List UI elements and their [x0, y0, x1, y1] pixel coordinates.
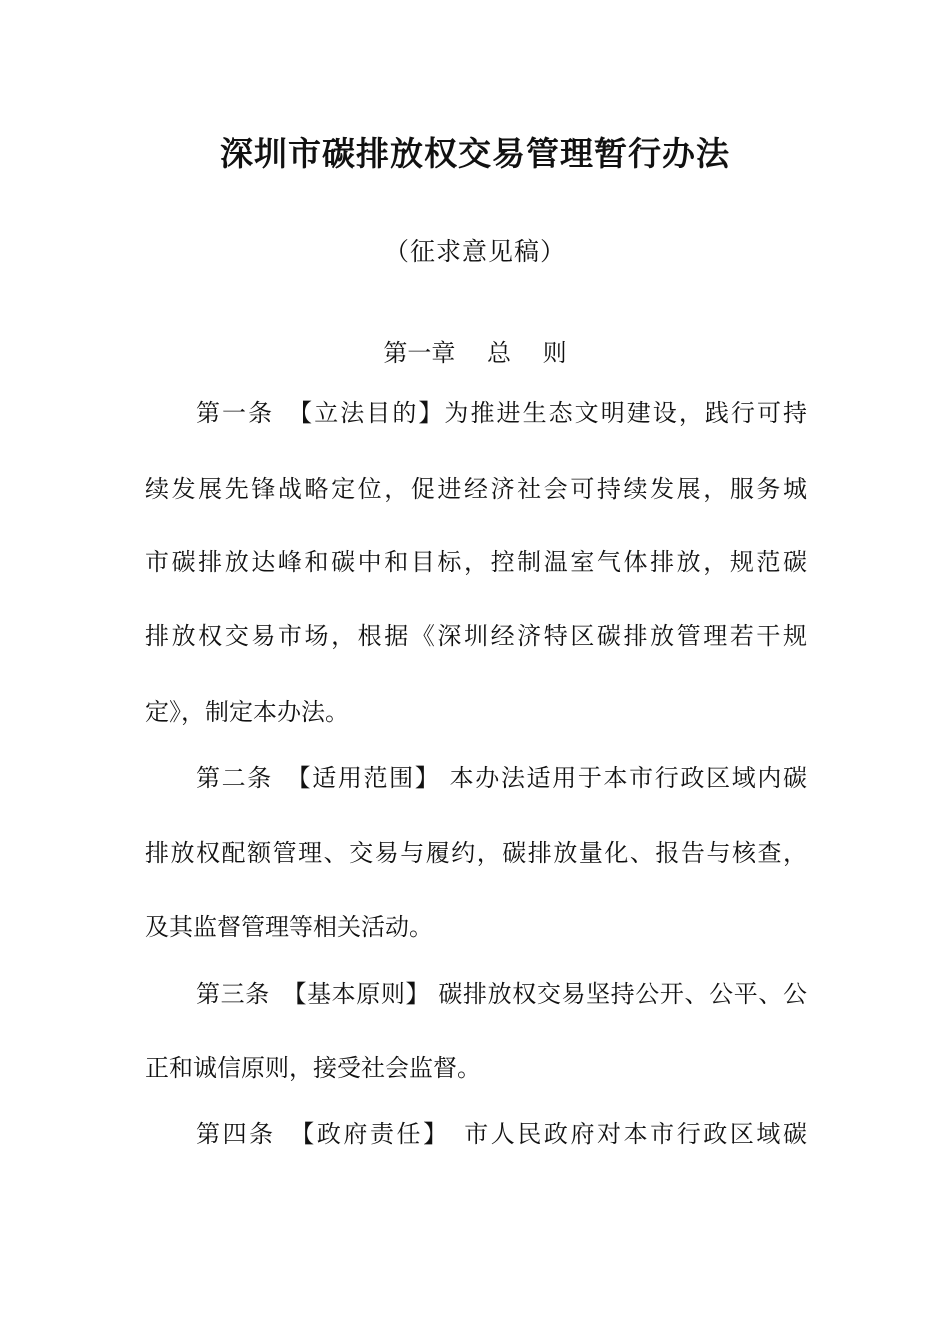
article-4-line-1: 第四条 【政府责任】 市人民政府对本市行政区域碳 [196, 1120, 807, 1148]
article-1-line-5: 定》，制定本办法。 [145, 698, 349, 726]
article-2-line-2: 排放权配额管理、交易与履约，碳排放量化、报告与核查， [145, 839, 807, 867]
document-title: 深圳市碳排放权交易管理暂行办法 [220, 134, 730, 173]
article-3-line-1: 第三条 【基本原则】 碳排放权交易坚持公开、公平、公 [196, 980, 807, 1008]
document-subtitle: （征求意见稿） [383, 237, 566, 266]
article-2-line-1: 第二条 【适用范围】 本办法适用于本市行政区域内碳 [196, 764, 807, 792]
article-1-line-3: 市碳排放达峰和碳中和目标，控制温室气体排放，规范碳 [145, 548, 807, 576]
article-2-line-3: 及其监督管理等相关活动。 [145, 913, 433, 941]
article-3-line-2: 正和诚信原则，接受社会监督。 [145, 1054, 481, 1082]
article-1-line-4: 排放权交易市场，根据《深圳经济特区碳排放管理若干规 [145, 622, 807, 650]
chapter-heading: 第一章 总 则 [383, 339, 567, 367]
article-1-line-2: 续发展先锋战略定位，促进经济社会可持续发展，服务城 [145, 475, 807, 503]
article-1-line-1: 第一条 【立法目的】为推进生态文明建设，践行可持 [196, 399, 807, 427]
